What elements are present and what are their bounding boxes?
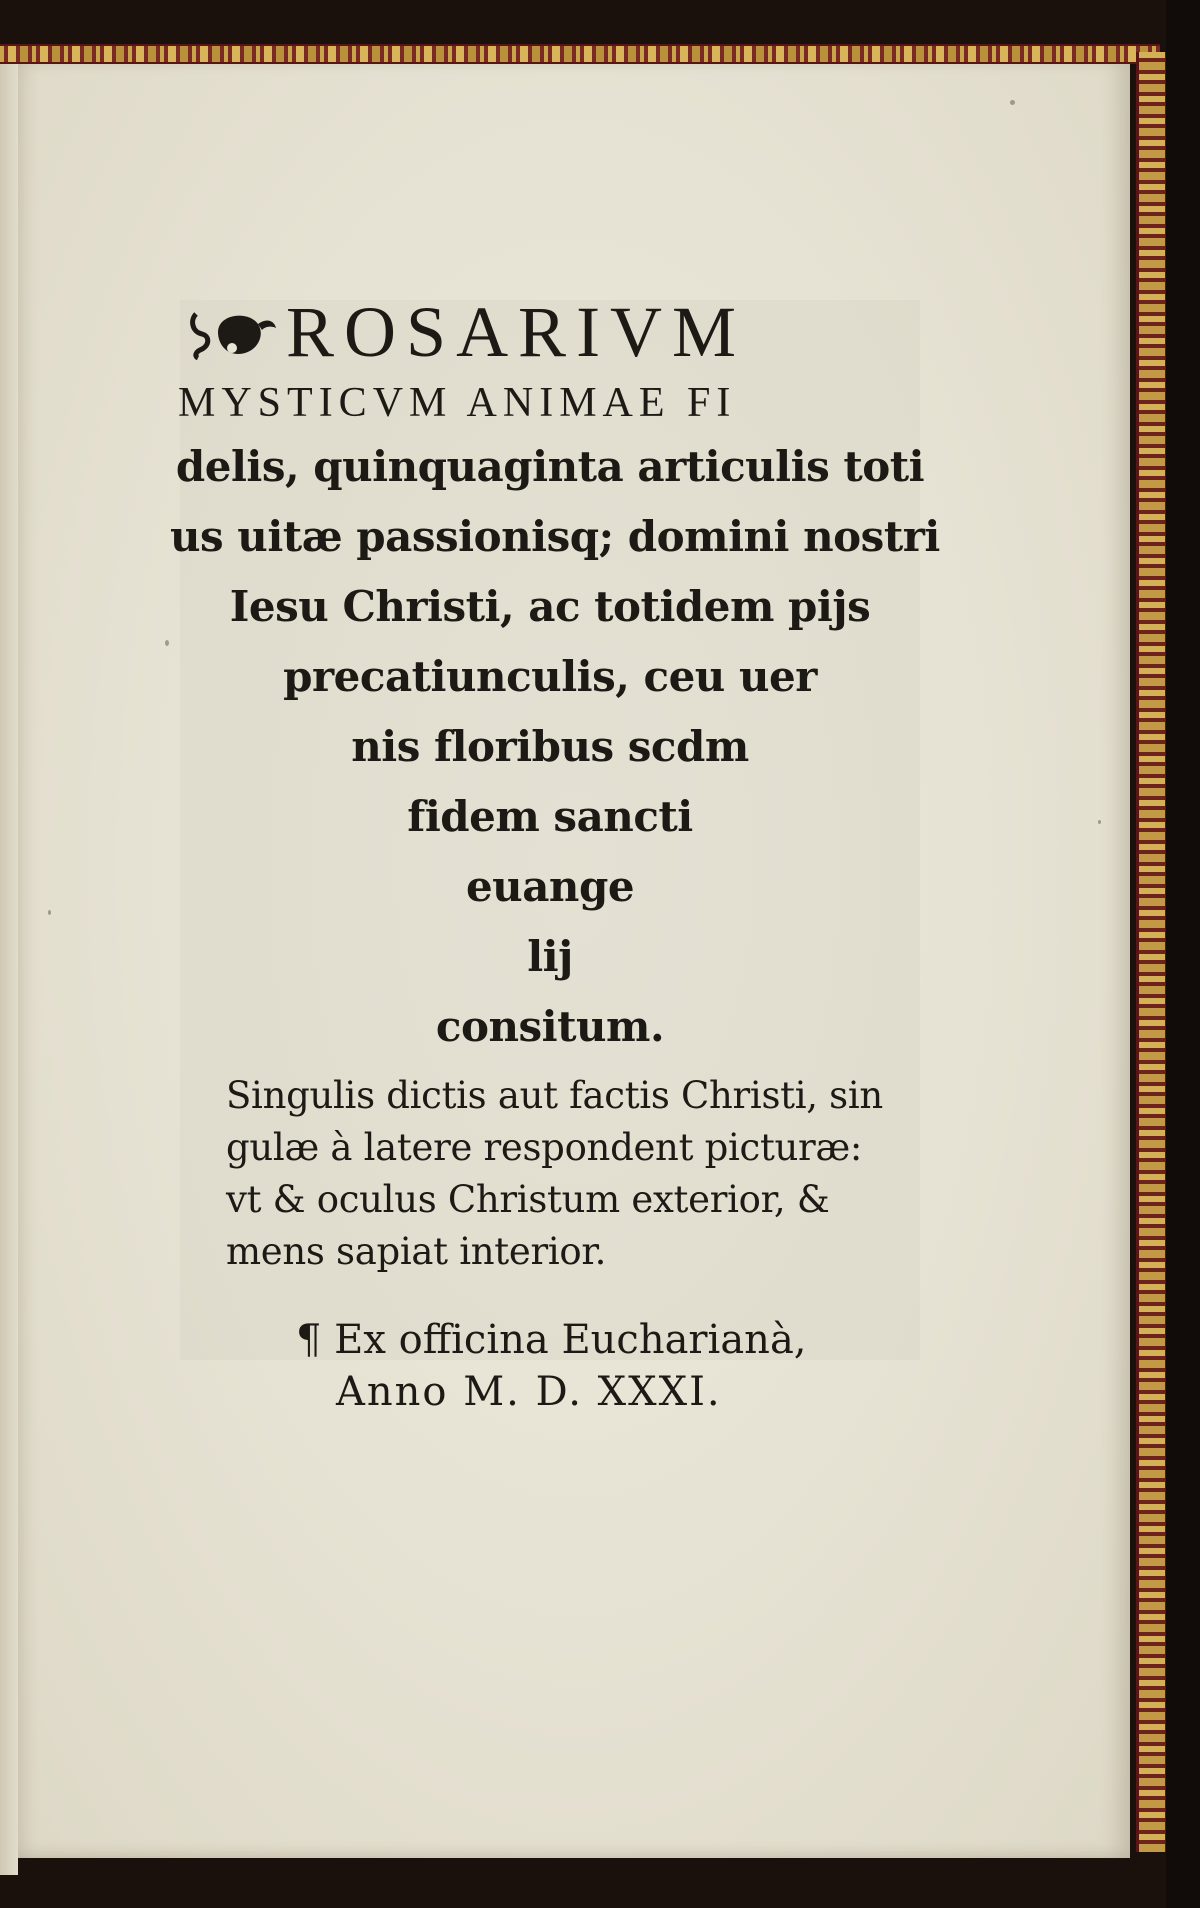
imprint-year: Anno M. D. XXXI.	[336, 1369, 722, 1415]
title-text-block	[170, 290, 940, 1418]
description-block	[170, 1070, 930, 1278]
title-line: lij	[527, 932, 573, 981]
title-line: nis floribus scdm	[351, 722, 749, 771]
title-line: Iesu Christi, ac totidem pijs	[229, 582, 871, 631]
paper-speck	[165, 640, 169, 646]
gilt-border-right	[1136, 52, 1168, 1852]
fleuron-ornament-icon	[188, 302, 280, 360]
description-line: mens sapiat interior.	[226, 1230, 607, 1273]
imprint-block	[170, 1314, 930, 1418]
title-line: consitum.	[435, 1002, 665, 1051]
paper-speck	[1098, 820, 1101, 824]
paper-speck	[48, 910, 51, 915]
subtitle-caps: MYSTICVM ANIMAE FI	[178, 380, 737, 426]
title-line: precatiunculis, ceu uer	[283, 652, 817, 701]
main-title: ROSARIVM	[286, 292, 747, 372]
paper-speck	[1010, 100, 1015, 105]
description-line: gulæ à latere respondent picturæ:	[226, 1126, 863, 1169]
description-line: Singulis dictis aut factis Christi, sin	[226, 1074, 883, 1117]
imprint-printer: ¶ Ex officina Eucharianà,	[296, 1317, 807, 1363]
main-title-line	[170, 290, 930, 374]
description-line: vt & oculus Christum exterior, &	[226, 1178, 830, 1221]
gilt-border-top	[0, 44, 1160, 64]
title-line: fidem sancti	[407, 792, 693, 841]
title-line: delis, quinquaginta articulis toti	[175, 442, 925, 491]
title-line: us uitæ passionisq; domini nostri	[170, 512, 940, 561]
background-dark	[1166, 0, 1200, 1908]
binding-edge	[0, 45, 18, 1875]
title-line: euange	[465, 862, 635, 911]
